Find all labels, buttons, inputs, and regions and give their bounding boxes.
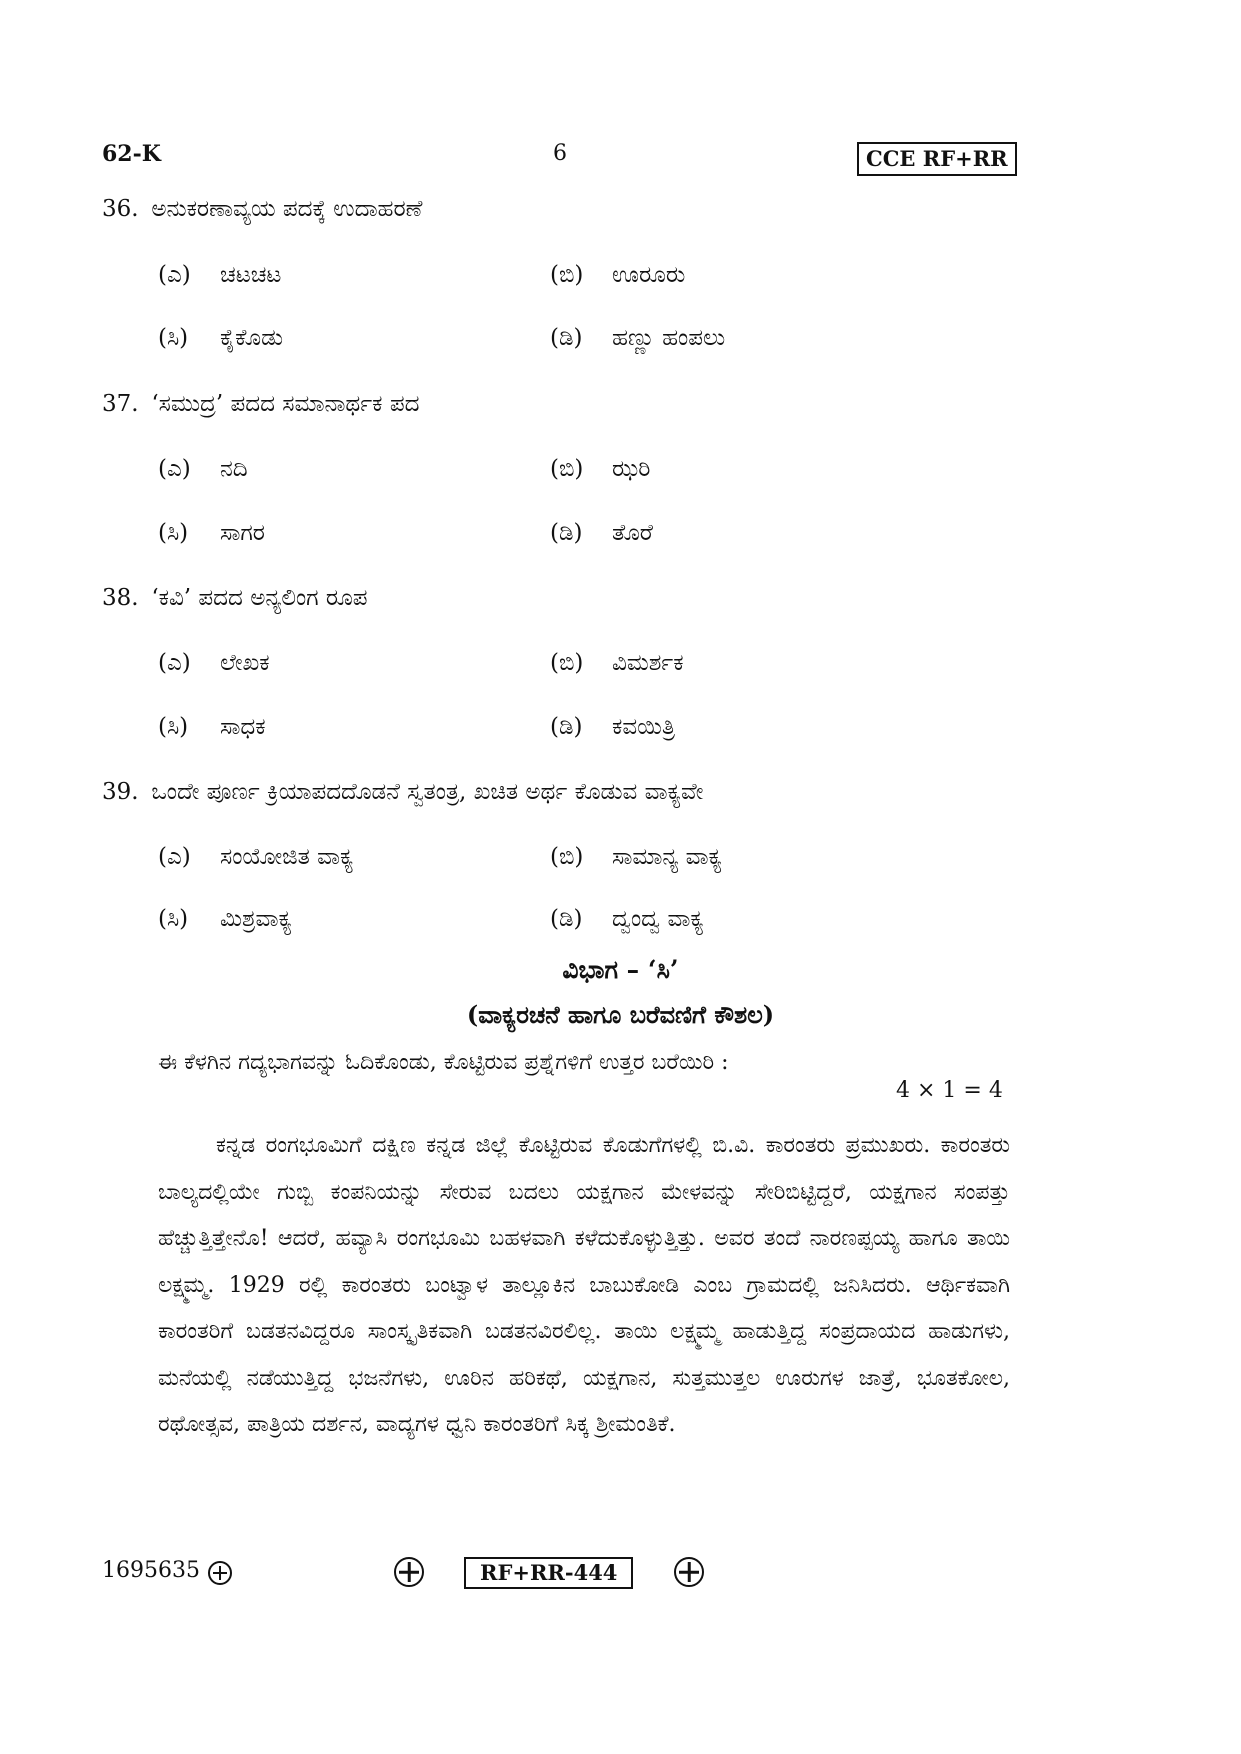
option-d [550,325,725,351]
passage-paragraph: ಕನ್ನಡ ರಂಗಭೂಮಿಗೆ ದಕ್ಷಿಣ ಕನ್ನಡ ಜಿಲ್ಲೆ ಕೊಟ್ಟಿರುವ ಕೊಡುಗೆಗಳಲ್ಲಿ ಬಿ.ವಿ. ಕಾರಂತರು ಪ್ರಮುಖರು. ಕಾರಂತರು ಬಾಲ್ಯದಲ್ಲಿಯೇ ಗುಬ್ಬಿ ಕಂಪನಿಯನ್ನು ಸೇರುವ ಬದಲು ಯಕ್ಷಗಾನ ಮೇಳವನ್ನು ಸೇರಿಬಿಟ್ಟಿದ್ದರೆ, ಯಕ್ಷಗಾನ ಸಂಪತ್ತು ಹೆಚ್ಚುತ್ತಿತ್ತೇನೊ! ಆದರೆ, ಹವ್ಯಾಸಿ ರಂಗಭೂಮಿ ಬಹಳವಾಗಿ ಕಳೆದುಕೊಳ್ಳುತ್ತಿತ್ತು. ಅವರ ತಂದೆ ನಾರಣಪ್ಪಯ್ಯ ಹಾಗೂ ತಾಯಿ ಲಕ್ಷ್ಮಮ್ಮ. 1929 ರಲ್ಲಿ ಕಾರಂತರು ಬಂಟ್ವಾಳ ತಾಲ್ಲೂಕಿನ ಬಾಬುಕೋಡಿ ಎಂಬ ಗ್ರಾಮದಲ್ಲಿ ಜನಿಸಿದರು. ಆರ್ಥಿಕವಾಗಿ ಕಾರಂತರಿಗೆ ಬಡತನವಿದ್ದರೂ ಸಾಂಸ್ಕೃತಿಕವಾಗಿ ಬಡತನವಿರಲಿಲ್ಲ. ತಾಯಿ ಲಕ್ಷ್ಮಮ್ಮ ಹಾಡುತ್ತಿದ್ದ ಸಂಪ್ರದಾಯದ ಹಾಡುಗಳು, ಮನೆಯಲ್ಲಿ ನಡೆಯುತ್ತಿದ್ದ ಭಜನೆಗಳು, ಊರಿನ ಹರಿಕಥೆ, ಯಕ್ಷಗಾನ, ಸುತ್ತಮುತ್ತಲ ಊರುಗಳ ಜಾತ್ರೆ, ಭೂತಕೋಲ, ರಥೋತ್ಸವ, ಪಾತ್ರಿಯ ದರ್ಶನ, ವಾದ್ಯಗಳ ಧ್ವನಿ ಕಾರಂತರಿಗೆ ಸಿಕ್ಕ ಶ್ರೀಮಂತಿಕೆ. [158,1133,1010,1437]
option-text: ಸಾಗರ [220,520,265,546]
option-text: ಊರೂರು [612,262,686,288]
exam-type-box: CCE RF+RR [857,142,1017,176]
question-text: ‘ಕವಿ’ ಪದದ ಅನ್ಯಲಿಂಗ ರೂಪ [151,585,368,611]
question-number: 36. [102,196,139,222]
option-text: ಮಿಶ್ರವಾಕ್ಯ [220,906,292,932]
page-number: 6 [553,141,567,166]
option-text: ಸಾಮಾನ್ಯ ವಾಕ್ಯ [612,844,723,870]
instruction-text: ಈ ಕೆಳಗಿನ ಗದ್ಯಭಾಗವನ್ನು ಓದಿಕೊಂಡು, ಕೊಟ್ಟಿರುವ ಪ್ರಶ್ನೆಗಳಿಗೆ ಉತ್ತರ ಬರೆಯಿರಿ : [158,1050,729,1075]
option-label: (ಡಿ) [550,714,583,740]
option-label: (ಎ) [158,456,191,482]
option-d [550,906,704,932]
question-36 [102,196,422,222]
booklet-code-text: 1695635 [102,1558,200,1583]
question-text: ಅನುಕರಣಾವ್ಯಯ ಪದಕ್ಕೆ ಉದಾಹರಣೆ [151,196,423,222]
marks-allocation: 4 × 1 = 4 [896,1078,1003,1103]
option-c [158,520,265,546]
option-label: (ಬಿ) [550,650,584,676]
question-number: 39. [102,779,139,805]
paper-code: 62-K [102,141,161,167]
option-d [550,714,675,740]
option-label: (ಎ) [158,844,191,870]
question-38 [102,585,368,611]
section-subtitle: (ವಾಕ್ಯರಚನೆ ಹಾಗೂ ಬರೆವಣಿಗೆ ಕೌಶಲ) [466,1000,775,1029]
option-text: ಕೈಕೊಡು [220,325,284,351]
option-label: (ಸಿ) [158,325,189,351]
option-text: ಕವಯಿತ್ರಿ [612,714,675,740]
option-text: ತೊರೆ [612,520,653,546]
option-text: ಲೇಖಕ [220,650,270,676]
registration-mark-icon [674,1557,704,1587]
option-text: ದ್ವಂದ್ವ ವಾಕ್ಯ [612,906,704,932]
option-label: (ಸಿ) [158,714,189,740]
option-text: ಚಟಚಟ [220,262,282,288]
option-label: (ಬಿ) [550,262,584,288]
option-label: (ಬಿ) [550,844,584,870]
option-text: ವಿಮರ್ಶಕ [612,650,684,676]
option-b [550,456,650,482]
footer-code-box: RF+RR-444 [464,1557,633,1589]
question-number: 38. [102,585,139,611]
option-label: (ಎ) [158,262,191,288]
option-a [158,844,354,870]
booklet-code [102,1558,200,1583]
option-a [158,262,281,288]
option-label: (ಡಿ) [550,906,583,932]
option-label: (ಎ) [158,650,191,676]
option-b [550,650,684,676]
option-c [158,714,266,740]
question-number: 37. [102,391,139,417]
option-label: (ಡಿ) [550,520,583,546]
option-text: ಸಂಯೋಜಿತ ವಾಕ್ಯ [220,844,354,870]
question-text: ಒಂದೇ ಪೂರ್ಣ ಕ್ರಿಯಾಪದದೊಡನೆ ಸ್ವತಂತ್ರ, ಖಚಿತ ಅರ್ಥ ಕೊಡುವ ವಾಕ್ಯವೇ [151,779,704,805]
option-label: (ಬಿ) [550,456,584,482]
option-d [550,520,653,546]
question-39 [102,779,703,805]
option-text: ನದಿ [220,456,248,482]
option-text: ಹಣ್ಣು ಹಂಪಲು [612,325,726,351]
registration-mark-icon [394,1557,424,1587]
option-c [158,325,283,351]
registration-mark-icon [208,1561,232,1585]
section-title: ವಿಭಾಗ – ‘ಸಿ’ [562,955,679,984]
question-text: ‘ಸಮುದ್ರ’ ಪದದ ಸಮಾನಾರ್ಥಕ ಪದ [151,391,420,417]
option-b [550,262,685,288]
option-c [158,906,292,932]
option-text: ಸಾಧಕ [220,714,266,740]
option-a [158,456,248,482]
option-label: (ಸಿ) [158,520,189,546]
option-b [550,844,722,870]
option-label: (ಸಿ) [158,906,189,932]
option-text: ಝರಿ [612,456,651,482]
option-a [158,650,270,676]
question-37 [102,391,419,417]
option-label: (ಡಿ) [550,325,583,351]
